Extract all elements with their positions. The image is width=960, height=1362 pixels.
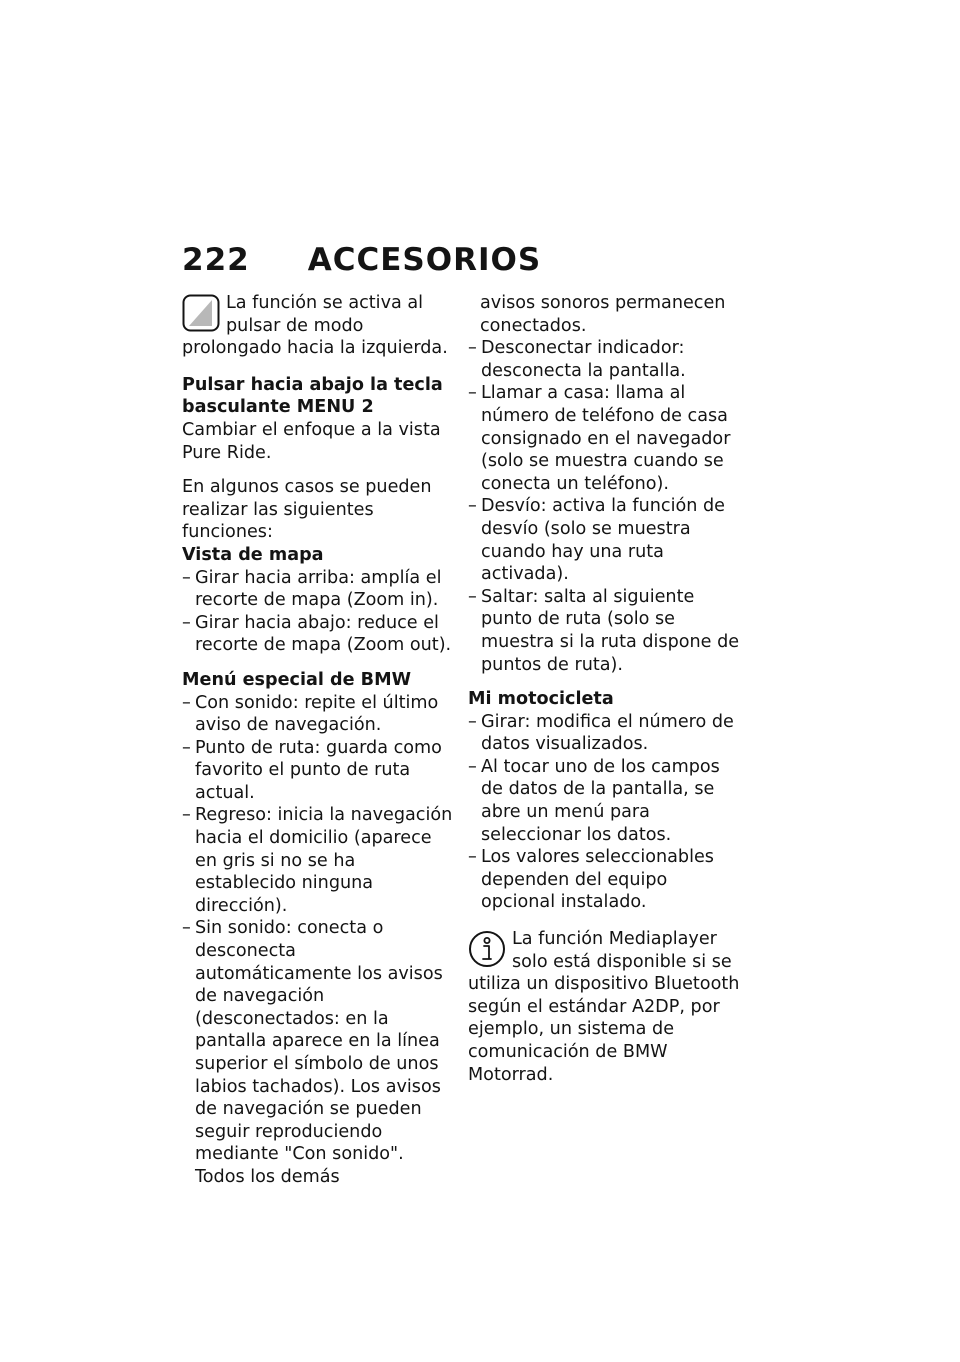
paragraph-functions: En algunos casos se pueden realizar las siguientes funciones: <box>182 477 432 543</box>
page-number: 222 <box>182 242 250 278</box>
page-header <box>182 238 541 282</box>
bmw-menu-list-continued <box>468 337 744 676</box>
bmw-menu-list <box>182 692 456 1189</box>
heading-bmw-menu: Menú especial de BMW <box>182 669 412 690</box>
list-item: – Los valores seleccionables dependen del equipo opcional instalado. <box>468 846 744 914</box>
heading-menu2-line1: Pulsar hacia abajo la tecla <box>182 374 443 395</box>
info-icon <box>468 930 506 968</box>
list-item: – Girar hacia arriba: amplía el recorte de mapa (Zoom in). <box>182 567 456 612</box>
list-item: – Sin sonido: conecta o desconecta automáticamente los avisos de navegación (desconectados: en la pantalla aparece en la línea superior el símbolo de unos labios tachados). Los avisos de navegación se pueden seguir reproduciendo mediante "Con sonido". Todos los demás <box>182 917 456 1188</box>
list-item: – Regreso: inicia la navegación hacia el domicilio (aparece en gris si no se ha establecido ninguna dirección). <box>182 804 456 917</box>
continuation-text: avisos sonoros permanecen conectados. <box>480 293 726 336</box>
note-text: La función se activa al pulsar de modo prolongado hacia la izquierda. <box>182 293 448 359</box>
heading-map-view: Vista de mapa <box>182 544 324 565</box>
heading-menu2-line2: basculante MENU 2 <box>182 397 374 418</box>
info-note <box>468 928 744 1086</box>
heading-my-motorcycle: Mi motocicleta <box>468 689 614 710</box>
right-column <box>468 292 744 1086</box>
list-item: – Llamar a casa: llama al número de teléfono de casa consignado en el navegador (solo se muestra cuando se conecta un teléfono). <box>468 382 744 495</box>
list-item: – Desconectar indicador: desconecta la pantalla. <box>468 337 744 382</box>
warning-note-icon <box>182 294 220 332</box>
left-column <box>182 292 456 1189</box>
section-title: ACCESORIOS <box>307 242 542 278</box>
map-view-list <box>182 567 456 657</box>
info-text: La función Mediaplayer solo está disponible si se utiliza un dispositivo Bluetooth según el estándar A2DP, por ejemplo, un sistema de comunicación de BMW Motorrad. <box>468 929 740 1085</box>
list-item: – Girar: modifica el número de datos visualizados. <box>468 711 744 756</box>
paragraph-pure-ride: Cambiar el enfoque a la vista Pure Ride. <box>182 419 441 463</box>
list-item: – Al tocar uno de los campos de datos de la pantalla, se abre un menú para seleccionar los datos. <box>468 756 744 846</box>
list-item: – Saltar: salta al siguiente punto de ruta (solo se muestra si la ruta dispone de puntos de ruta). <box>468 586 744 676</box>
list-item: – Desvío: activa la función de desvío (solo se muestra cuando hay una ruta activada). <box>468 495 744 585</box>
my-motorcycle-list <box>468 711 744 914</box>
list-item: – Girar hacia abajo: reduce el recorte de mapa (Zoom out). <box>182 612 456 657</box>
list-item: – Con sonido: repite el último aviso de navegación. <box>182 692 456 737</box>
list-item: – Punto de ruta: guarda como favorito el punto de ruta actual. <box>182 737 456 805</box>
warning-note <box>182 292 456 360</box>
